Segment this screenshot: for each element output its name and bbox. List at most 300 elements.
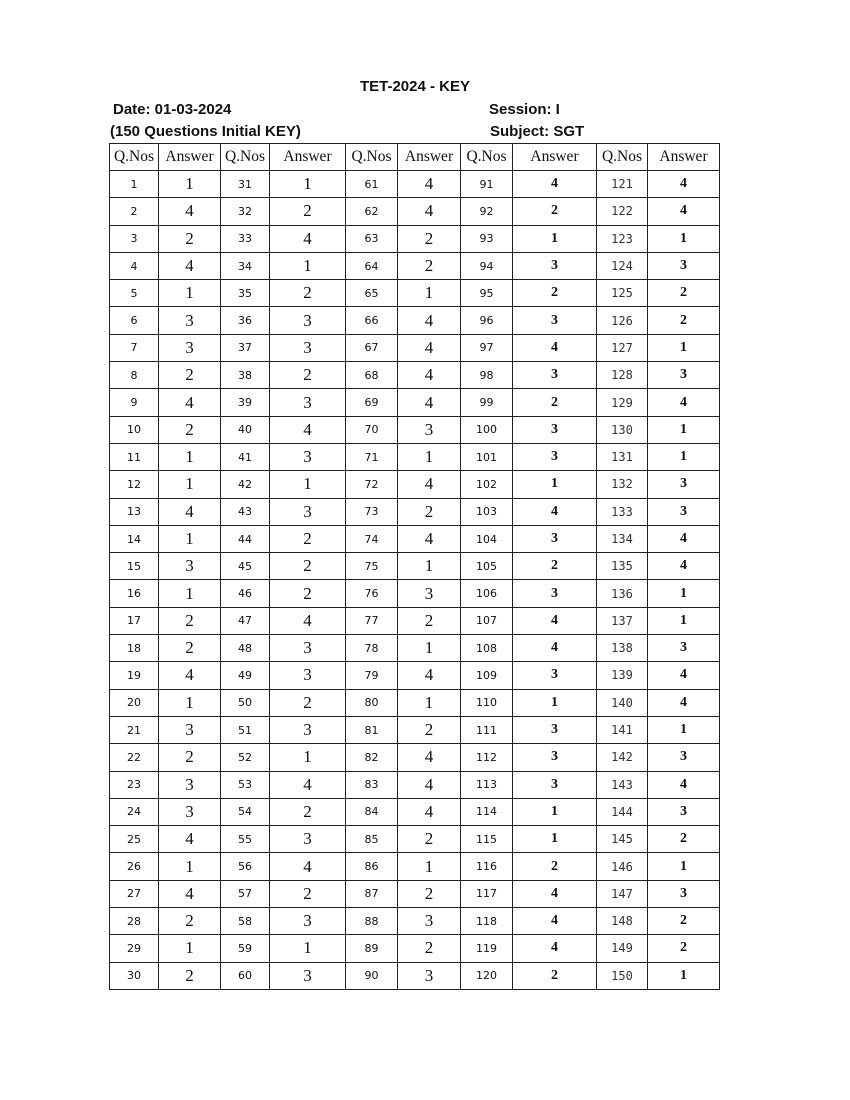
question-number: 36	[221, 307, 270, 334]
question-number: 76	[346, 580, 398, 607]
answer-value: 2	[648, 280, 720, 307]
question-number: 95	[461, 280, 513, 307]
question-number: 12	[110, 471, 159, 498]
answer-value: 1	[159, 580, 221, 607]
question-number: 11	[110, 443, 159, 470]
question-number: 68	[346, 362, 398, 389]
question-number: 65	[346, 280, 398, 307]
table-row	[110, 853, 720, 880]
question-number: 45	[221, 553, 270, 580]
question-number: 46	[221, 580, 270, 607]
answer-value: 2	[159, 635, 221, 662]
answer-value: 4	[398, 307, 461, 334]
table-row	[110, 471, 720, 498]
answer-value: 2	[513, 553, 597, 580]
question-number: 6	[110, 307, 159, 334]
table-row	[110, 798, 720, 825]
column-header: Answer	[513, 144, 597, 171]
answer-value: 3	[513, 716, 597, 743]
question-number: 119	[461, 935, 513, 962]
answer-value: 2	[270, 525, 346, 552]
answer-value: 2	[159, 607, 221, 634]
answer-value: 1	[648, 962, 720, 989]
table-row	[110, 716, 720, 743]
question-number: 92	[461, 198, 513, 225]
question-number: 4	[110, 252, 159, 279]
question-number: 130	[597, 416, 648, 443]
answer-value: 4	[513, 880, 597, 907]
answer-value: 4	[648, 198, 720, 225]
question-number: 128	[597, 362, 648, 389]
answer-value: 2	[270, 580, 346, 607]
answer-value: 2	[398, 716, 461, 743]
answer-value: 3	[398, 908, 461, 935]
answer-value: 1	[159, 853, 221, 880]
question-number: 93	[461, 225, 513, 252]
answer-value: 2	[398, 880, 461, 907]
table-row	[110, 307, 720, 334]
answer-value: 1	[648, 580, 720, 607]
answer-value: 2	[648, 307, 720, 334]
answer-value: 3	[159, 307, 221, 334]
answer-value: 2	[398, 935, 461, 962]
answer-value: 3	[270, 635, 346, 662]
question-number: 123	[597, 225, 648, 252]
question-number: 20	[110, 689, 159, 716]
answer-value: 2	[159, 962, 221, 989]
question-number: 121	[597, 171, 648, 198]
answer-value: 4	[513, 908, 597, 935]
question-number: 90	[346, 962, 398, 989]
question-number: 124	[597, 252, 648, 279]
answer-value: 4	[648, 389, 720, 416]
answer-value: 2	[159, 744, 221, 771]
question-number: 47	[221, 607, 270, 634]
question-number: 60	[221, 962, 270, 989]
question-number: 129	[597, 389, 648, 416]
answer-value: 1	[159, 689, 221, 716]
answer-value: 3	[513, 307, 597, 334]
answer-value: 3	[513, 525, 597, 552]
answer-value: 4	[159, 826, 221, 853]
question-number: 86	[346, 853, 398, 880]
question-number: 83	[346, 771, 398, 798]
column-header: Q.Nos	[461, 144, 513, 171]
question-number: 77	[346, 607, 398, 634]
table-row	[110, 553, 720, 580]
question-number: 102	[461, 471, 513, 498]
question-number: 50	[221, 689, 270, 716]
question-number: 7	[110, 334, 159, 361]
answer-value: 4	[159, 880, 221, 907]
answer-value: 1	[648, 225, 720, 252]
question-number: 79	[346, 662, 398, 689]
key-note: (150 Questions Initial KEY)	[110, 123, 301, 140]
answer-value: 2	[159, 362, 221, 389]
table-row	[110, 498, 720, 525]
question-number: 120	[461, 962, 513, 989]
answer-value: 3	[270, 307, 346, 334]
question-number: 96	[461, 307, 513, 334]
question-number: 108	[461, 635, 513, 662]
answer-value: 2	[398, 498, 461, 525]
answer-value: 3	[648, 498, 720, 525]
answer-value: 3	[270, 662, 346, 689]
question-number: 69	[346, 389, 398, 416]
column-header: Q.Nos	[221, 144, 270, 171]
answer-value: 2	[270, 198, 346, 225]
question-number: 49	[221, 662, 270, 689]
question-number: 147	[597, 880, 648, 907]
question-number: 56	[221, 853, 270, 880]
question-number: 105	[461, 553, 513, 580]
answer-value: 1	[159, 443, 221, 470]
answer-value: 4	[159, 498, 221, 525]
answer-value: 1	[648, 607, 720, 634]
answer-value: 3	[513, 771, 597, 798]
question-number: 42	[221, 471, 270, 498]
answer-value: 4	[513, 171, 597, 198]
column-header: Q.Nos	[346, 144, 398, 171]
question-number: 70	[346, 416, 398, 443]
answer-value: 1	[648, 416, 720, 443]
answer-value: 3	[270, 498, 346, 525]
question-number: 112	[461, 744, 513, 771]
question-number: 125	[597, 280, 648, 307]
question-number: 30	[110, 962, 159, 989]
answer-value: 3	[270, 716, 346, 743]
answer-value: 1	[398, 443, 461, 470]
column-header: Answer	[648, 144, 720, 171]
answer-value: 1	[159, 935, 221, 962]
answer-value: 3	[159, 716, 221, 743]
question-number: 73	[346, 498, 398, 525]
question-number: 44	[221, 525, 270, 552]
question-number: 66	[346, 307, 398, 334]
question-number: 34	[221, 252, 270, 279]
table-row	[110, 334, 720, 361]
answer-value: 1	[648, 716, 720, 743]
answer-value: 4	[513, 935, 597, 962]
question-number: 37	[221, 334, 270, 361]
answer-value: 4	[648, 525, 720, 552]
answer-value: 3	[513, 252, 597, 279]
answer-value: 1	[513, 225, 597, 252]
answer-value: 2	[648, 826, 720, 853]
answer-value: 4	[513, 334, 597, 361]
question-number: 55	[221, 826, 270, 853]
answer-value: 4	[648, 771, 720, 798]
question-number: 142	[597, 744, 648, 771]
answer-value: 4	[398, 471, 461, 498]
question-number: 113	[461, 771, 513, 798]
question-number: 17	[110, 607, 159, 634]
answer-value: 4	[648, 553, 720, 580]
answer-value: 2	[398, 225, 461, 252]
answer-value: 4	[270, 853, 346, 880]
answer-value: 3	[270, 908, 346, 935]
question-number: 51	[221, 716, 270, 743]
answer-value: 2	[159, 416, 221, 443]
answer-value: 3	[648, 635, 720, 662]
question-number: 64	[346, 252, 398, 279]
answer-value: 1	[270, 935, 346, 962]
column-header: Q.Nos	[110, 144, 159, 171]
answer-value: 1	[398, 553, 461, 580]
question-number: 58	[221, 908, 270, 935]
answer-value: 4	[398, 771, 461, 798]
answer-value: 1	[270, 252, 346, 279]
answer-value: 2	[398, 826, 461, 853]
table-row	[110, 416, 720, 443]
table-row	[110, 580, 720, 607]
question-number: 107	[461, 607, 513, 634]
question-number: 99	[461, 389, 513, 416]
answer-value: 3	[513, 662, 597, 689]
answer-value: 2	[270, 689, 346, 716]
question-number: 61	[346, 171, 398, 198]
answer-value: 4	[270, 225, 346, 252]
answer-value: 2	[398, 607, 461, 634]
column-header: Answer	[270, 144, 346, 171]
answer-value: 3	[513, 580, 597, 607]
answer-value: 4	[513, 607, 597, 634]
answer-value: 4	[513, 498, 597, 525]
question-number: 14	[110, 525, 159, 552]
question-number: 89	[346, 935, 398, 962]
answer-value: 4	[398, 525, 461, 552]
answer-value: 3	[513, 362, 597, 389]
question-number: 146	[597, 853, 648, 880]
question-number: 88	[346, 908, 398, 935]
exam-subject: Subject: SGT	[490, 123, 585, 140]
question-number: 103	[461, 498, 513, 525]
question-number: 52	[221, 744, 270, 771]
question-number: 27	[110, 880, 159, 907]
answer-value: 3	[159, 798, 221, 825]
question-number: 106	[461, 580, 513, 607]
answer-value: 1	[159, 280, 221, 307]
answer-value: 4	[270, 771, 346, 798]
answer-value: 2	[513, 198, 597, 225]
table-row	[110, 662, 720, 689]
question-number: 139	[597, 662, 648, 689]
answer-value: 2	[270, 798, 346, 825]
question-number: 117	[461, 880, 513, 907]
question-number: 101	[461, 443, 513, 470]
table-row	[110, 771, 720, 798]
answer-value: 4	[159, 662, 221, 689]
table-row	[110, 171, 720, 198]
table-row	[110, 826, 720, 853]
answer-value: 4	[270, 416, 346, 443]
answer-value: 4	[398, 662, 461, 689]
question-number: 104	[461, 525, 513, 552]
answer-value: 1	[648, 853, 720, 880]
question-number: 62	[346, 198, 398, 225]
question-number: 71	[346, 443, 398, 470]
question-number: 94	[461, 252, 513, 279]
answer-value: 2	[513, 853, 597, 880]
answer-value: 3	[648, 362, 720, 389]
answer-value: 2	[270, 280, 346, 307]
question-number: 80	[346, 689, 398, 716]
table-row	[110, 962, 720, 989]
question-number: 87	[346, 880, 398, 907]
question-number: 134	[597, 525, 648, 552]
question-number: 67	[346, 334, 398, 361]
table-row	[110, 744, 720, 771]
question-number: 28	[110, 908, 159, 935]
question-number: 148	[597, 908, 648, 935]
question-number: 35	[221, 280, 270, 307]
answer-value: 4	[270, 607, 346, 634]
answer-value: 3	[270, 443, 346, 470]
answer-value: 1	[398, 280, 461, 307]
answer-value: 3	[648, 798, 720, 825]
column-header: Answer	[398, 144, 461, 171]
answer-value: 2	[513, 389, 597, 416]
answer-value: 1	[513, 826, 597, 853]
header-row	[110, 144, 720, 171]
table-row	[110, 689, 720, 716]
answer-value: 4	[398, 334, 461, 361]
answer-value: 1	[270, 471, 346, 498]
question-number: 59	[221, 935, 270, 962]
answer-value: 2	[513, 280, 597, 307]
answer-value: 1	[270, 744, 346, 771]
question-number: 84	[346, 798, 398, 825]
question-number: 126	[597, 307, 648, 334]
answer-value: 1	[513, 471, 597, 498]
table-row	[110, 362, 720, 389]
answer-value: 3	[398, 580, 461, 607]
question-number: 144	[597, 798, 648, 825]
answer-value: 3	[513, 443, 597, 470]
table-row	[110, 935, 720, 962]
question-number: 57	[221, 880, 270, 907]
question-number: 127	[597, 334, 648, 361]
question-number: 24	[110, 798, 159, 825]
question-number: 32	[221, 198, 270, 225]
question-number: 75	[346, 553, 398, 580]
question-number: 19	[110, 662, 159, 689]
document-title: TET-2024 - KEY	[359, 78, 471, 95]
question-number: 15	[110, 553, 159, 580]
answer-value: 3	[648, 880, 720, 907]
question-number: 31	[221, 171, 270, 198]
question-number: 97	[461, 334, 513, 361]
table-row	[110, 908, 720, 935]
question-number: 25	[110, 826, 159, 853]
question-number: 91	[461, 171, 513, 198]
question-number: 22	[110, 744, 159, 771]
answer-value: 2	[648, 935, 720, 962]
question-number: 132	[597, 471, 648, 498]
answer-value: 1	[398, 635, 461, 662]
question-number: 81	[346, 716, 398, 743]
question-number: 140	[597, 689, 648, 716]
question-number: 38	[221, 362, 270, 389]
question-number: 74	[346, 525, 398, 552]
answer-value: 4	[398, 744, 461, 771]
answer-value: 2	[270, 553, 346, 580]
answer-value: 1	[513, 689, 597, 716]
answer-value: 1	[398, 853, 461, 880]
answer-value: 2	[159, 225, 221, 252]
question-number: 110	[461, 689, 513, 716]
question-number: 143	[597, 771, 648, 798]
answer-value: 4	[159, 389, 221, 416]
column-header: Q.Nos	[597, 144, 648, 171]
question-number: 141	[597, 716, 648, 743]
question-number: 116	[461, 853, 513, 880]
question-number: 98	[461, 362, 513, 389]
answer-value: 2	[159, 908, 221, 935]
question-number: 136	[597, 580, 648, 607]
answer-value: 3	[159, 553, 221, 580]
question-number: 100	[461, 416, 513, 443]
question-number: 9	[110, 389, 159, 416]
answer-value: 1	[648, 443, 720, 470]
answer-value: 4	[398, 198, 461, 225]
exam-session: Session: I	[489, 101, 560, 118]
question-number: 21	[110, 716, 159, 743]
answer-value: 3	[648, 471, 720, 498]
question-number: 149	[597, 935, 648, 962]
answer-value: 2	[398, 252, 461, 279]
question-number: 145	[597, 826, 648, 853]
question-number: 10	[110, 416, 159, 443]
answer-value: 4	[648, 662, 720, 689]
answer-value: 4	[398, 362, 461, 389]
question-number: 40	[221, 416, 270, 443]
question-number: 5	[110, 280, 159, 307]
answer-value: 1	[648, 334, 720, 361]
question-number: 63	[346, 225, 398, 252]
answer-value: 3	[270, 962, 346, 989]
answer-value: 3	[159, 334, 221, 361]
answer-value: 1	[159, 525, 221, 552]
table-row	[110, 607, 720, 634]
question-number: 2	[110, 198, 159, 225]
answer-value: 3	[270, 334, 346, 361]
answer-value: 2	[648, 908, 720, 935]
table-row	[110, 880, 720, 907]
question-number: 29	[110, 935, 159, 962]
answer-value: 4	[398, 171, 461, 198]
question-number: 114	[461, 798, 513, 825]
exam-date: Date: 01-03-2024	[113, 101, 232, 118]
answer-value: 4	[159, 252, 221, 279]
question-number: 18	[110, 635, 159, 662]
answer-value: 3	[648, 252, 720, 279]
answer-value: 1	[270, 171, 346, 198]
question-number: 111	[461, 716, 513, 743]
table-row	[110, 252, 720, 279]
answer-value: 1	[513, 798, 597, 825]
question-number: 54	[221, 798, 270, 825]
question-number: 23	[110, 771, 159, 798]
table-row	[110, 198, 720, 225]
question-number: 78	[346, 635, 398, 662]
answer-value: 3	[270, 826, 346, 853]
question-number: 115	[461, 826, 513, 853]
table-row	[110, 225, 720, 252]
question-number: 131	[597, 443, 648, 470]
answer-value: 3	[159, 771, 221, 798]
answer-value: 3	[648, 744, 720, 771]
